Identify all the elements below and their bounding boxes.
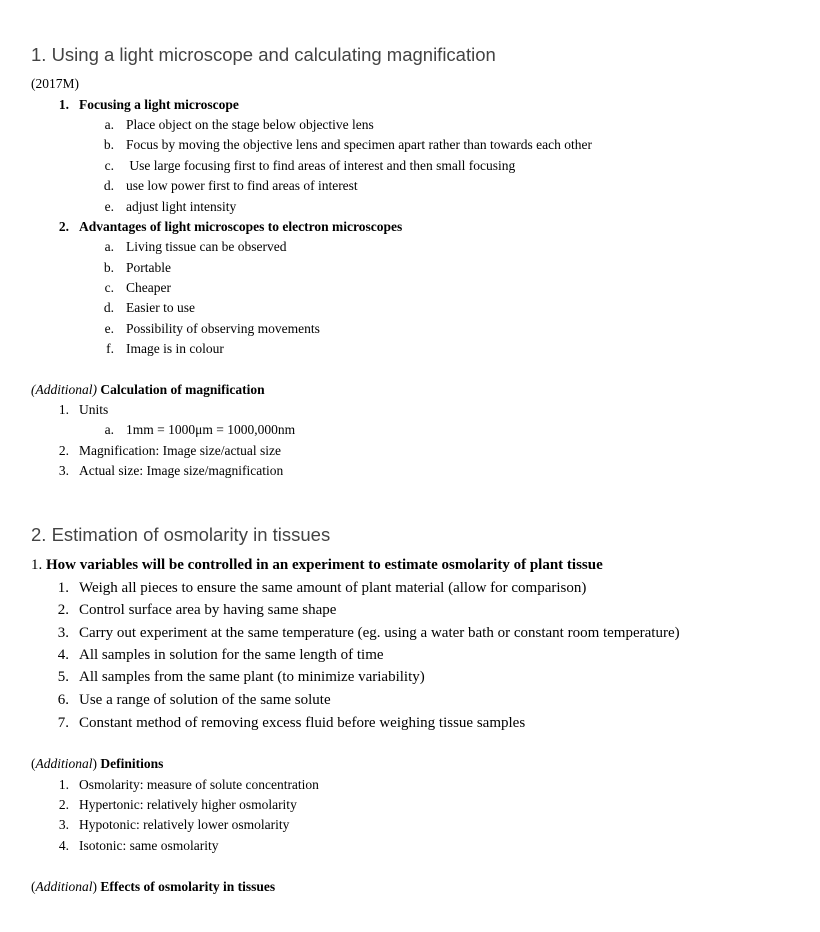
list-marker: 2. bbox=[58, 219, 69, 234]
list-item: 5. All samples from the same plant (to minimize variability) bbox=[53, 668, 425, 686]
list-marker: d. bbox=[103, 178, 114, 193]
s2-q1-heading bbox=[31, 556, 603, 574]
list-item: 1. Osmolarity: measure of solute concentration bbox=[53, 777, 319, 793]
list-marker: 3. bbox=[58, 463, 69, 478]
list-item: e. adjust light intensity bbox=[100, 199, 236, 215]
list-marker: 4. bbox=[57, 647, 69, 663]
list-marker: 3. bbox=[57, 625, 69, 641]
section2-heading: 2. Estimation of osmolarity in tissues bbox=[31, 524, 331, 545]
list-marker: 2. bbox=[58, 443, 69, 458]
list-item: a. Place object on the stage below objective lens bbox=[100, 117, 374, 133]
list-marker: 1. bbox=[58, 97, 69, 112]
list-marker: 3. bbox=[58, 817, 69, 832]
list-item: d. Easier to use bbox=[100, 300, 195, 316]
list-marker: a. bbox=[104, 239, 114, 254]
list-marker: c. bbox=[104, 158, 114, 173]
section1-year: (2017M) bbox=[31, 76, 79, 91]
list-marker: 1. bbox=[58, 402, 69, 417]
additional-tag: Additional bbox=[35, 879, 93, 894]
list-marker: e. bbox=[104, 199, 114, 214]
list-item: 3. Hypotonic: relatively lower osmolarity bbox=[53, 817, 289, 833]
list-marker: 1. bbox=[58, 777, 69, 792]
list-item: f. Image is in colour bbox=[100, 341, 224, 357]
s1-q2-title: Advantages of light microscopes to electron microscopes bbox=[79, 219, 403, 234]
list-marker: b. bbox=[103, 260, 114, 275]
list-item: 4. All samples in solution for the same length of time bbox=[53, 646, 384, 664]
list-item: b. Focus by moving the objective lens and specimen apart rather than towards each other bbox=[100, 137, 592, 153]
list-item: c. Cheaper bbox=[100, 280, 171, 296]
list-item: a. 1mm = 1000μm = 1000,000nm bbox=[100, 422, 295, 438]
list-marker: e. bbox=[104, 321, 114, 336]
list-marker: 1. bbox=[57, 580, 69, 596]
list-item: 3. Carry out experiment at the same temperature (eg. using a water bath or constant room temperature) bbox=[53, 624, 680, 642]
s2-definitions-heading: (Additional) Definitions bbox=[31, 756, 164, 771]
s2-q1-title: How variables will be controlled in an experiment to estimate osmolarity of plant tissue bbox=[46, 557, 603, 573]
list-marker: a. bbox=[104, 422, 114, 437]
list-marker: f. bbox=[106, 341, 114, 356]
list-item: 2. Magnification: Image size/actual size bbox=[53, 443, 281, 459]
list-marker: 2. bbox=[58, 797, 69, 812]
list-item: e. Possibility of observing movements bbox=[100, 321, 320, 337]
list-item: 1. Units bbox=[53, 402, 108, 418]
s1-q1-title: Focusing a light microscope bbox=[79, 97, 239, 112]
list-marker: 5. bbox=[57, 669, 69, 685]
list-marker: 6. bbox=[57, 692, 69, 708]
list-marker: 7. bbox=[57, 715, 69, 731]
list-marker: c. bbox=[104, 280, 114, 295]
list-item: 2. Control surface area by having same shape bbox=[53, 601, 336, 619]
s1-q1-heading bbox=[53, 97, 239, 113]
list-item: 7. Constant method of removing excess fluid before weighing tissue samples bbox=[53, 714, 525, 732]
list-item: 1. Weigh all pieces to ensure the same amount of plant material (allow for comparison) bbox=[53, 579, 586, 597]
additional-tag: Additional bbox=[35, 756, 93, 771]
list-item: 6. Use a range of solution of the same solute bbox=[53, 691, 331, 709]
additional-tag: (Additional) bbox=[31, 382, 97, 397]
s1-additional-heading: (Additional) Calculation of magnification bbox=[31, 382, 265, 397]
s1-q2-heading bbox=[53, 219, 402, 235]
list-item: a. Living tissue can be observed bbox=[100, 239, 286, 255]
list-item: 2. Hypertonic: relatively higher osmolarity bbox=[53, 797, 297, 813]
list-marker: d. bbox=[103, 300, 114, 315]
list-marker: 1. bbox=[31, 557, 46, 573]
list-item: b. Portable bbox=[100, 260, 171, 276]
list-item: 4. Isotonic: same osmolarity bbox=[53, 838, 218, 854]
section1-heading: 1. Using a light microscope and calculating magnification bbox=[31, 44, 496, 65]
list-marker: b. bbox=[103, 137, 114, 152]
list-item: 3. Actual size: Image size/magnification bbox=[53, 463, 283, 479]
s2-effects-heading: (Additional) Effects of osmolarity in tissues bbox=[31, 879, 276, 894]
list-marker: a. bbox=[104, 117, 114, 132]
list-item: d. use low power first to find areas of interest bbox=[100, 178, 358, 194]
list-marker: 2. bbox=[57, 602, 69, 618]
list-marker: 4. bbox=[58, 838, 69, 853]
list-item: c. Use large focusing first to find areas of interest and then small focusing bbox=[100, 158, 515, 174]
